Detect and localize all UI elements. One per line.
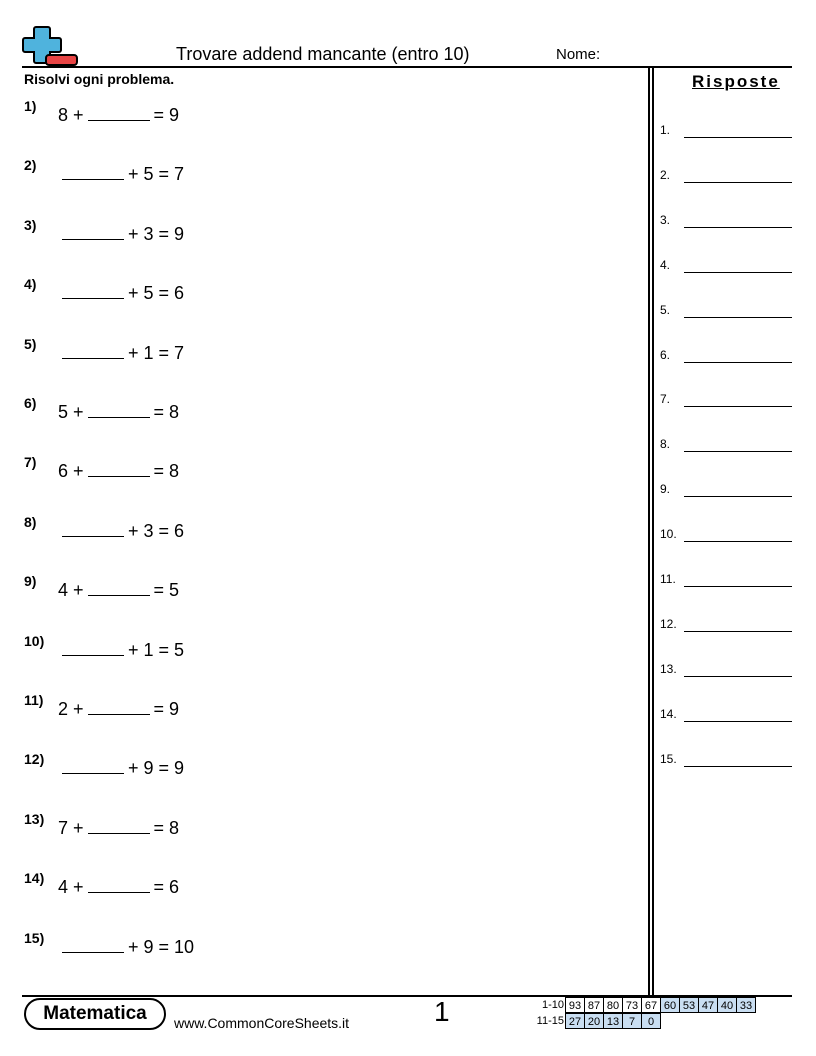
answer-number: 15. [660, 751, 677, 766]
answer-line[interactable] [684, 541, 792, 542]
answer-row [660, 527, 792, 547]
answer-line[interactable] [684, 766, 792, 767]
answer-row [660, 437, 792, 457]
answer-line[interactable] [684, 631, 792, 632]
equation-text: + 1 = 5 [128, 639, 185, 660]
answer-number: 13. [660, 661, 677, 676]
equation-text: + 5 = 7 [128, 164, 185, 185]
problem-equation [58, 934, 194, 958]
score-cell: 60 [660, 997, 680, 1013]
answer-row [660, 213, 792, 233]
answer-number: 12. [660, 616, 677, 631]
equation-text: = 6 [153, 877, 180, 898]
score-row [520, 997, 756, 1013]
problem-number: 13) [24, 810, 45, 827]
answer-number: 14. [660, 706, 677, 721]
answer-line[interactable] [684, 362, 792, 363]
problem-number: 2) [24, 157, 37, 174]
problem-number: 4) [24, 276, 37, 293]
answer-line[interactable] [684, 676, 792, 677]
problem-number: 8) [24, 513, 37, 530]
problem-equation [58, 755, 184, 779]
answer-row [660, 392, 792, 412]
instructions: Risolvi ogni problema. [24, 71, 175, 87]
answer-blank[interactable] [88, 874, 150, 893]
answer-row [660, 752, 792, 772]
score-cell: 20 [584, 1013, 604, 1029]
answer-number: 5. [660, 302, 671, 317]
answer-blank[interactable] [88, 696, 150, 715]
equation-text: = 9 [153, 699, 180, 719]
answer-row [660, 617, 792, 637]
score-cell: 67 [641, 997, 661, 1013]
worksheet-title: Trovare addend mancante (entro 10) [176, 44, 470, 64]
page-number: 1 [434, 996, 450, 1027]
answer-number: 7. [660, 392, 671, 407]
problem-equation [58, 458, 179, 482]
problem-number: 11) [24, 692, 44, 708]
problem-equation [58, 340, 184, 364]
problem-number: 15) [24, 929, 45, 946]
problem-number: 10) [24, 632, 45, 649]
problem-equation [58, 637, 184, 661]
answer-blank[interactable] [62, 518, 124, 537]
problem-number: 14) [24, 870, 45, 887]
problem-number: 9) [24, 573, 37, 590]
problem-equation [58, 280, 184, 304]
equation-text: + 5 = 6 [128, 283, 185, 304]
score-cell: 80 [603, 997, 623, 1013]
problem-equation [58, 399, 179, 423]
plus-minus-logo-icon [22, 24, 80, 68]
answer-blank[interactable] [88, 458, 150, 477]
equation-text: + 9 = 9 [128, 758, 185, 779]
equation-text: 2 + [58, 699, 84, 719]
answer-row [660, 348, 792, 368]
answer-row [660, 662, 792, 682]
answer-blank[interactable] [62, 161, 124, 180]
answer-blank[interactable] [88, 577, 150, 596]
problem-equation [58, 815, 179, 839]
equation-text: 8 + [58, 105, 84, 125]
problem-equation [58, 696, 179, 720]
problem-equation [58, 874, 179, 898]
score-cell: 40 [717, 997, 737, 1013]
answer-row [660, 572, 792, 592]
name-label: Nome: [556, 46, 601, 63]
answer-row [660, 123, 792, 143]
problem-number: 6) [24, 395, 37, 411]
equation-text: = 9 [153, 105, 180, 125]
answer-line[interactable] [684, 586, 792, 587]
answer-line[interactable] [684, 227, 792, 228]
score-range-label: 1-10 [541, 999, 564, 1011]
problem-equation [58, 221, 184, 245]
answer-number: 11. [660, 572, 676, 586]
answer-row [660, 707, 792, 727]
answer-line[interactable] [684, 182, 792, 183]
equation-text: = 8 [153, 817, 180, 838]
equation-text: + 1 = 7 [128, 342, 185, 363]
answer-number: 2. [660, 167, 671, 182]
answer-number: 1. [660, 123, 671, 137]
equation-text: + 3 = 6 [128, 520, 185, 541]
problem-equation [58, 161, 184, 185]
answer-blank[interactable] [62, 637, 124, 656]
score-row [520, 1013, 661, 1029]
header-rule [22, 66, 792, 68]
score-cell: 0 [641, 1013, 661, 1029]
answer-row [660, 258, 792, 278]
score-cell: 13 [603, 1013, 623, 1029]
equation-text: = 8 [153, 461, 180, 482]
answer-line[interactable] [684, 721, 792, 722]
answer-blank[interactable] [88, 102, 150, 121]
answer-blank[interactable] [62, 934, 124, 953]
answer-blank[interactable] [62, 221, 124, 240]
answer-line[interactable] [684, 137, 792, 138]
brand-badge: Matematica [24, 998, 166, 1030]
equation-text: 4 + [58, 580, 84, 601]
score-range-label: 11-15 [536, 1015, 564, 1027]
column-divider [648, 68, 654, 996]
answer-row [660, 303, 792, 323]
answer-blank[interactable] [88, 815, 150, 834]
problem-equation [58, 577, 179, 601]
answer-number: 9. [660, 482, 671, 497]
problem-equation [58, 518, 184, 542]
equation-text: 6 + [58, 461, 84, 482]
problem-equation [58, 102, 179, 126]
answer-line[interactable] [684, 406, 792, 407]
problem-number: 5) [24, 335, 37, 352]
problem-number: 3) [24, 216, 37, 233]
answer-number: 6. [660, 347, 671, 362]
equation-text: 4 + [58, 877, 84, 898]
score-cell: 27 [565, 1013, 585, 1029]
answer-blank[interactable] [88, 399, 150, 418]
answer-blank[interactable] [62, 755, 124, 774]
problem-number: 1) [24, 98, 37, 114]
answer-line[interactable] [684, 496, 792, 497]
equation-text: 5 + [58, 402, 84, 422]
problem-number: 7) [24, 454, 37, 471]
answer-blank[interactable] [62, 340, 124, 359]
score-cell: 7 [622, 1013, 642, 1029]
footer-url: www.CommonCoreSheets.it [174, 1015, 350, 1031]
score-cell: 87 [584, 997, 604, 1013]
equation-text: = 5 [153, 580, 180, 601]
equation-text: + 9 = 10 [128, 936, 195, 957]
score-cell: 93 [565, 997, 585, 1013]
answer-number: 3. [660, 212, 671, 227]
score-cell: 53 [679, 997, 699, 1013]
equation-text: 7 + [58, 817, 84, 838]
answer-number: 4. [660, 257, 671, 272]
score-cell: 47 [698, 997, 718, 1013]
answer-row [660, 168, 792, 188]
equation-text: + 3 = 9 [128, 223, 185, 244]
answer-line[interactable] [684, 317, 792, 318]
answer-line[interactable] [684, 451, 792, 452]
answer-blank[interactable] [62, 280, 124, 299]
answer-number: 8. [660, 437, 671, 452]
answer-line[interactable] [684, 272, 792, 273]
equation-text: = 8 [153, 402, 180, 422]
score-cell: 73 [622, 997, 642, 1013]
answer-number: 10. [660, 527, 677, 542]
problem-number: 12) [24, 751, 45, 768]
score-cell: 33 [736, 997, 756, 1013]
answer-row [660, 482, 792, 502]
answers-title: Risposte [692, 72, 780, 91]
